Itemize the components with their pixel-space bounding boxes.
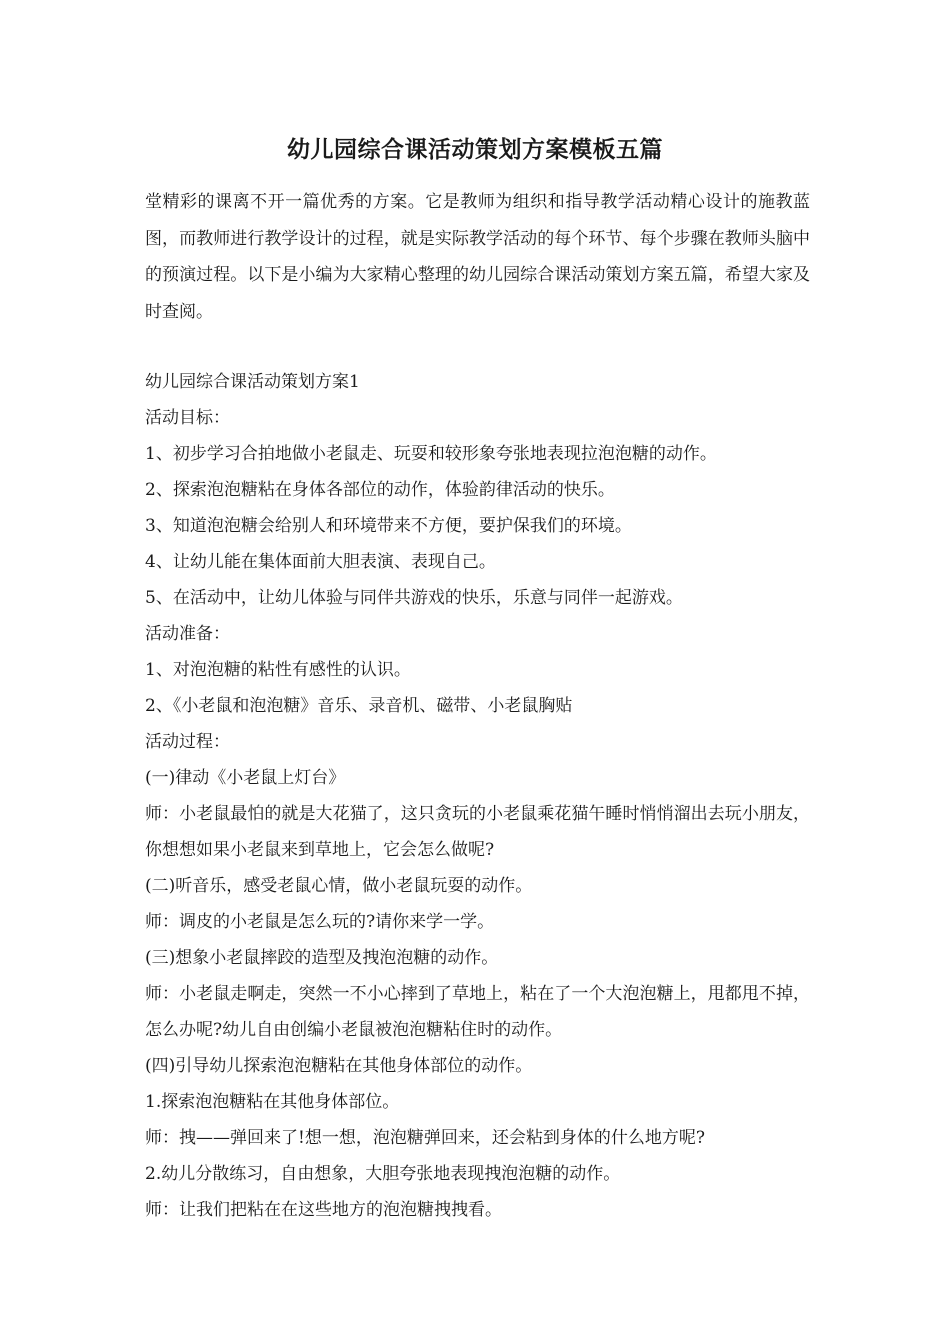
step-heading: (三)想象小老鼠摔跤的造型及拽泡泡糖的动作。 [145, 948, 499, 968]
intro-paragraph: 堂精彩的课离不开一篇优秀的方案。它是教师为组织和指导教学活动精心设计的施教蓝图，而教师进行教学设计的过程，就是实际教学活动的每个环节、每个步骤在教师头脑中的预演过程。以下是小编为大家精心整理的幼儿园综合课活动策划方案五篇，希望大家及时查阅。 [145, 192, 810, 322]
list-item: 1、初步学习合拍地做小老鼠走、玩耍和较形象夸张地表现拉泡泡糖的动作。 [145, 444, 717, 464]
step-heading: (一)律动《小老鼠上灯台》 [145, 768, 346, 788]
list-item: 1.探索泡泡糖粘在其他身体部位。 [145, 1092, 400, 1112]
list-item: 4、让幼儿能在集体面前大胆表演、表现自己。 [145, 552, 496, 572]
list-item: 2.幼儿分散练习，自由想象，大胆夸张地表现拽泡泡糖的动作。 [145, 1164, 621, 1184]
step-heading: (二)听音乐，感受老鼠心情，做小老鼠玩耍的动作。 [145, 876, 533, 896]
step-heading: (四)引导幼儿探索泡泡糖粘在其他身体部位的动作。 [145, 1056, 533, 1076]
list-item: 5、在活动中，让幼儿体验与同伴共游戏的快乐，乐意与同伴一起游戏。 [145, 588, 683, 608]
document-title: 幼儿园综合课活动策划方案模板五篇 [287, 136, 663, 163]
paragraph: 师：让我们把粘在在这些地方的泡泡糖拽拽看。 [145, 1200, 502, 1220]
list-item: 2、《小老鼠和泡泡糖》音乐、录音机、磁带、小老鼠胸贴 [145, 696, 573, 716]
subheading-preparation: 活动准备： [145, 624, 230, 644]
list-item: 3、知道泡泡糖会给别人和环境带来不方便，要护保我们的环境。 [145, 516, 632, 536]
subheading-process: 活动过程： [145, 732, 230, 752]
section-heading: 幼儿园综合课活动策划方案1 [145, 372, 360, 392]
paragraph: 师：调皮的小老鼠是怎么玩的?请你来学一学。 [145, 912, 495, 932]
paragraph: 师：小老鼠最怕的就是大花猫了，这只贪玩的小老鼠乘花猫午睡时悄悄溜出去玩小朋友，你想想如果小老鼠来到草地上，它会怎么做呢? [145, 804, 810, 860]
paragraph: 师：小老鼠走啊走，突然一不小心摔到了草地上，粘在了一个大泡泡糖上，甩都甩不掉，怎么办呢?幼儿自由创编小老鼠被泡泡糖粘住时的动作。 [145, 984, 810, 1040]
paragraph: 师：拽——弹回来了!想一想，泡泡糖弹回来，还会粘到身体的什么地方呢? [145, 1128, 705, 1148]
list-item: 2、探索泡泡糖粘在身体各部位的动作，体验韵律活动的快乐。 [145, 480, 615, 500]
list-item: 1、对泡泡糖的粘性有感性的认识。 [145, 660, 411, 680]
document-body [145, 364, 810, 1228]
subheading-goals: 活动目标： [145, 408, 230, 428]
